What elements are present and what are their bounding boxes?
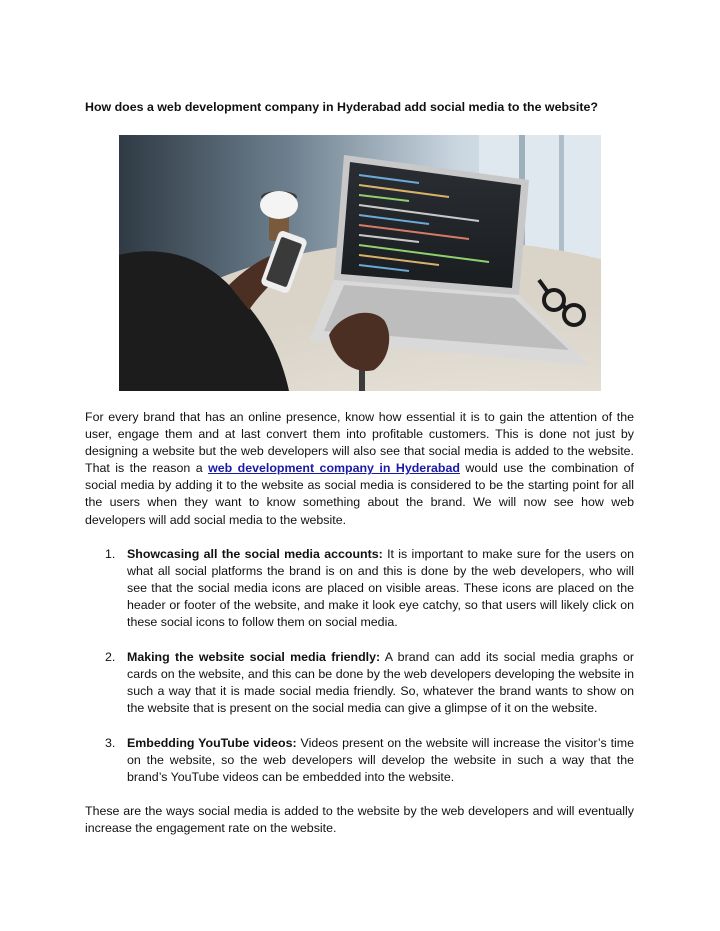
list-item xyxy=(85,649,634,717)
list-number: 1. xyxy=(105,547,116,561)
laptop-photo xyxy=(119,135,601,391)
list-item-text: Videos present on the website will increase the visitor’s time on the website, so the web developers will develop the website in such a way that the brand’s YouTube videos can be embedded into the website. xyxy=(127,736,634,785)
list-item-heading: Embedding YouTube videos: xyxy=(127,736,297,750)
intro-text-after-link: would use the combination of social media by adding it to the website as social media is considered to be the starting point for all the users when they want to know something about the brand. We will now see how web developers will add social media to the website. xyxy=(85,461,634,527)
list-item-heading: Making the website social media friendly: xyxy=(127,650,381,664)
list-number: 2. xyxy=(105,650,116,664)
web-development-company-link[interactable]: web development company in Hyderabad xyxy=(208,461,460,476)
intro-text-before-link: For every brand that has an online presence, know how essential it is to gain the attention of the user, engage them and at last convert them into profitable customers. This is done not just by designing a website but the web developers will also see that social media is added to the website. That is the reason a xyxy=(85,410,634,476)
list-item-heading: Showcasing all the social media accounts: xyxy=(127,547,383,561)
list-item xyxy=(85,546,634,631)
intro-paragraph xyxy=(85,409,634,529)
list-item xyxy=(85,735,634,786)
article-title: How does a web development company in Hyderabad add social media to the website? xyxy=(85,100,598,114)
closing-paragraph: These are the ways social media is added to the website by the web developers and will eventually increase the engagement rate on the website. xyxy=(85,804,634,836)
list-number: 3. xyxy=(105,736,116,750)
list-item-text: It is important to make sure for the users on what all social platforms the brand is on and this is done by the web developers, who will see that the social media icons are placed on visible areas. These icons are placed on the header or footer of the website, and make it look eye catchy, so that users will likely click on these social icons to follow them on social media. xyxy=(127,547,634,630)
list-item-text: A brand can add its social media graphs or cards on the website, and this can be done by the web developers developing the website in such a way that it is made social media friendly. So, whatever the brand wants to show on the website that is present on the social media can give a glimpse of it on the website. xyxy=(127,650,634,716)
